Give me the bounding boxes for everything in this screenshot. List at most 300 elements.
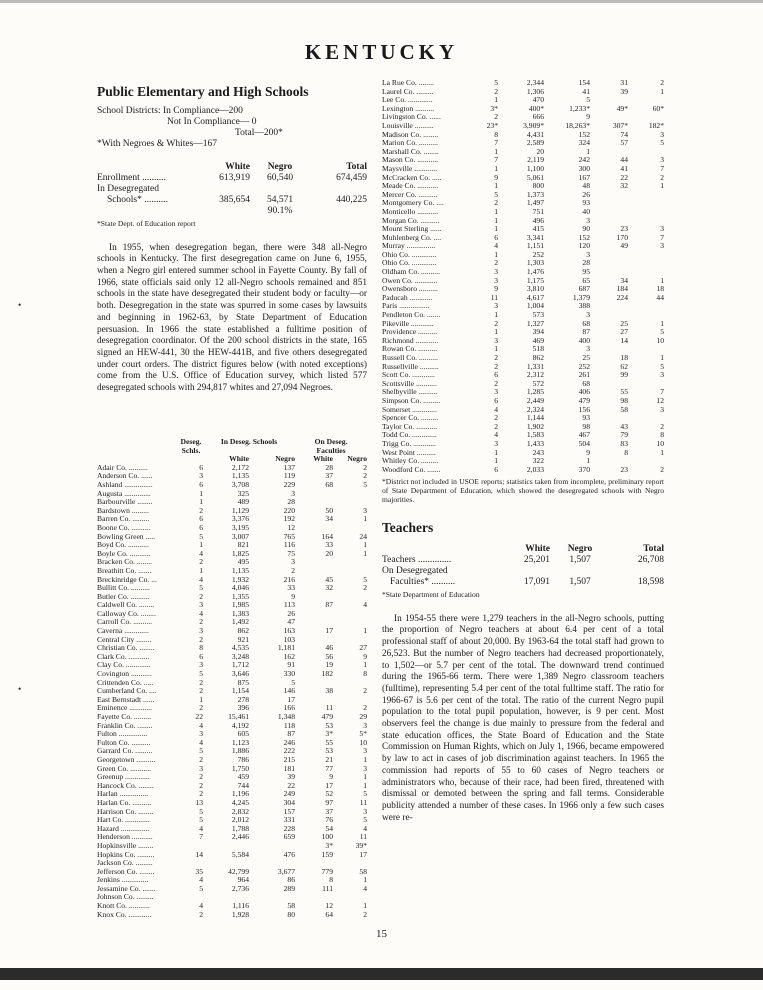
table-cell: 3 [494,276,498,285]
table-cell: 5 [660,139,664,148]
table-cell: 1,004 [526,302,544,311]
table-cell: 3 [586,311,590,320]
table-cell: 2 [494,414,498,423]
table-cell [590,268,628,277]
table-cell: 22 [195,713,203,721]
table-cell [590,148,628,157]
table-row [382,225,664,234]
table-row [97,567,367,576]
table-cell: 3 [363,807,367,816]
table-cell [628,268,664,277]
table-cell: 87 [325,601,333,610]
district-name: Boone Co. .......... [97,523,151,532]
table-cell: 3,909* [523,121,544,130]
table-cell [628,457,664,466]
table-cell: 1,348 [277,713,295,721]
table-row [97,507,367,516]
table-cell: 1,932 [231,575,249,584]
table-cell: 1,144 [526,414,544,423]
district-name: East Bernstadt ...... [97,695,155,704]
table-cell: 1 [363,781,367,790]
district-name: Ashland ............... [97,480,153,489]
table-cell: 4 [494,405,498,414]
compliance-line: School Districts: In Compliance—200 [97,106,243,116]
district-name: Richmond ............ [382,336,439,345]
teachers-table [382,544,664,588]
table-cell [590,345,628,354]
district-name: La Rue Co. ........ [382,79,434,87]
table-cell: 4 [199,824,203,833]
table-cell: 49* [616,104,628,113]
district-name: Meade Co. ........... [382,182,439,191]
table-cell: 17 [287,695,295,704]
table-cell: 6 [199,480,203,489]
table-cell: 49 [620,242,628,251]
table-cell: 33 [287,584,295,593]
table-cell: 2 [363,463,367,472]
district-name: Cumberland Co. .... [97,687,157,696]
district-name: Louisville .......... [382,121,434,130]
table-cell: 5 [363,480,367,489]
table-cell: 18 [620,354,628,362]
table-cell: 1,928 [231,910,249,919]
table-cell: 1 [363,661,367,670]
table-cell [590,311,628,320]
table-cell: 38 [325,687,333,696]
table-cell: 1 [494,207,498,216]
table-row [97,653,367,662]
table-cell: 2 [494,319,498,328]
table-cell: 605 [237,730,249,739]
table-cell: 1 [494,311,498,320]
table-row [382,302,664,311]
table-cell: 765 [283,532,295,541]
table-row [382,285,664,294]
district-name: Marion Co. .......... [382,139,438,148]
compliance-line: Total—200* [235,128,283,138]
table-row: In Desegregated [97,184,159,194]
table-cell: 1,233* [569,104,590,113]
table-cell: 8 [624,448,628,457]
district-name: Bracken Co. ........ [97,558,153,567]
table-row [97,515,367,524]
table-cell: 58 [620,405,628,414]
table-cell: 1,331 [526,362,544,371]
table-cell: 19 [325,661,333,670]
table-cell: 8 [363,670,367,679]
table-cell: 28 [325,463,333,472]
table-row [382,414,664,423]
table-row [97,584,367,593]
district-name: Woodford Co. ....... [382,465,441,474]
table-cell: 2 [494,259,498,268]
table-cell: 44 [656,293,664,302]
table-row [382,440,664,449]
table-cell: 1 [494,328,498,337]
district-name: Spencer Co. ......... [382,414,439,423]
district-name: Henderson ........... [97,833,153,842]
table-cell: 5 [199,670,203,679]
district-name: Todd Co. ............. [382,431,437,440]
table-cell: 3* [490,104,498,113]
enrollment-table [97,162,367,217]
table-cell: 3 [494,268,498,277]
table-cell [203,859,249,868]
table-cell: 26 [287,609,295,618]
table-row [97,533,367,542]
district-name: Simpson Co. ......... [382,396,441,405]
table-cell: 289 [283,884,295,893]
table-cell [590,208,628,217]
table-row [97,747,367,756]
table-cell: 64 [325,910,333,919]
table-row: Schools* .......... 385,654 54,571 440,225 [107,195,367,205]
district-name: Pendleton Co. ....... [382,311,441,320]
table-row [97,739,367,748]
table-cell: 1,379 [572,293,590,302]
table-cell: 2,033 [526,465,544,474]
table-cell: 2 [199,506,203,515]
table-cell: 3* [325,841,333,850]
table-cell: 7 [660,233,664,242]
table-row [382,131,664,140]
table-cell: 330 [283,670,295,679]
table-cell: 1,583 [526,431,544,440]
table-cell: 5 [291,678,295,687]
table-cell: 300 [578,164,590,173]
table-cell: 496 [532,216,544,225]
table-cell [333,893,367,902]
district-name: Garrard Co. ......... [97,747,153,756]
table-cell: 252 [578,362,590,371]
table-cell: 3,248 [231,652,249,661]
table-cell: 29 [359,713,367,721]
table-row [97,550,367,559]
table-cell: 2,324 [526,405,544,414]
table-cell: 249 [283,790,295,799]
table-cell: 1 [199,695,203,704]
table-cell: 1 [494,96,498,105]
table-cell: 1,476 [526,268,544,277]
table-cell [295,490,333,499]
table-cell: 862 [237,627,249,636]
table-cell: 6 [494,233,498,242]
district-name: Bardstown ......... [97,506,149,515]
table-cell [628,96,664,105]
table-cell: 1,306 [526,87,544,96]
table-cell: 2 [199,781,203,790]
table-row [97,730,367,739]
table-row [97,859,367,868]
table-cell: 324 [578,139,590,148]
table-cell: 2 [494,422,498,431]
table-cell: 167 [578,173,590,182]
table-cell [590,457,628,466]
table-cell [295,893,333,902]
table-cell: 5 [199,884,203,893]
district-name: Covington ........... [97,670,152,679]
table-cell: 1,175 [526,276,544,285]
table-row [97,696,367,705]
table-cell: 3 [199,730,203,739]
table-cell: 3 [660,156,664,165]
table-row [382,466,664,475]
table-cell: 215 [283,755,295,764]
table-cell: 325 [237,489,249,498]
table-row [97,490,367,499]
table-cell [333,498,367,507]
table-cell: 170 [616,233,628,242]
table-cell: 103 [283,635,295,644]
table-cell: 1 [199,541,203,550]
table-cell: 3,007 [231,532,249,541]
table-cell: 1,985 [231,601,249,610]
table-cell: 252 [532,250,544,259]
table-cell: 47 [287,618,295,627]
table-cell [179,842,203,851]
table-cell [333,859,367,868]
table-cell: 3,646 [231,670,249,679]
table-cell: 1 [363,902,367,911]
table-cell: 5 [660,328,664,337]
table-cell: 1,135 [231,566,249,575]
table-cell [590,191,628,200]
table-cell: 659 [283,833,295,842]
district-name: Somerset ............. [382,405,437,414]
county-table-left [97,438,367,919]
table-row [97,790,367,799]
table-cell: 1 [363,627,367,636]
table-cell: 3 [660,405,664,414]
table-cell: 5 [363,575,367,584]
district-name: Clark Co. ........... [97,652,150,661]
district-name: Shelbyville .......... [382,388,438,397]
district-name: Boyle Co. ........... [97,549,151,558]
table-cell: 11 [359,798,367,807]
table-row [382,345,664,354]
district-name: Monticello ........... [382,207,439,216]
table-cell: 55 [325,738,333,747]
district-name: Scottsville ........... [382,379,437,388]
table-cell: 1,116 [232,902,249,911]
table-cell: 1 [660,354,664,362]
table-cell: 6 [494,465,498,474]
district-name: Caldwell Co. ........ [97,601,155,610]
table-cell [628,345,664,354]
district-name: Lee Co. ............. [382,96,433,105]
table-cell: 68 [582,379,590,388]
table-cell: 23* [486,121,498,130]
table-cell: 7 [660,164,664,173]
district-name: Georgetown .......... [97,755,156,764]
table-cell: 1 [363,876,367,885]
table-cell: 3* [325,730,333,739]
district-name: Pikeville ............ [382,319,434,328]
table-cell: 4,046 [231,584,249,593]
table-row: Teachers .............. 25,201 1,507 26,708 [382,555,664,566]
table-cell: 5 [494,79,498,87]
table-cell: 3 [586,250,590,259]
table-cell: 27 [359,644,367,653]
top-rule [0,0,763,3]
table-cell: 2 [363,687,367,696]
table-row [382,88,664,97]
table-cell: 39* [355,841,367,850]
table-row [97,825,367,834]
table-row [97,799,367,808]
table-row [97,679,367,688]
table-row [382,337,664,346]
table-cell: 3 [363,764,367,773]
district-name: Muhlenberg Co. .... [382,233,442,242]
district-name: Barren Co. ......... [97,515,150,524]
table-cell: 4,245 [231,798,249,807]
table-cell: 166 [283,704,295,713]
table-cell: 24 [359,532,367,541]
table-cell: 3,708 [231,480,249,489]
table-cell [333,567,367,576]
table-cell: 304 [283,798,295,807]
table-row [382,294,664,303]
table-cell: 1,181 [277,644,295,653]
table-cell: 3 [363,506,367,515]
table-cell: 48 [582,182,590,191]
table-row [97,911,367,920]
table-cell [628,380,664,389]
table-cell: 35 [195,867,203,876]
table-row [97,618,367,627]
table-row [97,627,367,636]
table-cell: 2 [660,79,664,87]
table-cell: 1 [660,448,664,457]
table-row [97,541,367,550]
table-row [382,208,664,217]
county-rows [382,79,664,474]
district-name: Russellville .......... [382,362,439,371]
district-name: Jefferson Co. ........ [97,867,155,876]
table-cell: 3 [199,601,203,610]
table-cell: 687 [578,285,590,294]
table-row [97,670,367,679]
table-cell: 1 [363,549,367,558]
table-cell: 786 [237,755,249,764]
table-cell: 467 [578,431,590,440]
table-cell: 6 [199,463,203,472]
table-cell: 406 [578,388,590,397]
table-cell: 3 [291,558,295,567]
table-cell: 1,383 [231,609,249,618]
district-name: Marshall Co. ........ [382,147,439,156]
table-cell: 43 [620,422,628,431]
table-cell: 119 [283,472,295,481]
table-cell [295,679,333,688]
table-cell: 2 [199,678,203,687]
table-cell: 4 [363,884,367,893]
table-row [97,576,367,585]
district-name: West Point .......... [382,448,436,457]
table-cell: 34 [620,276,628,285]
table-cell: 58 [359,867,367,876]
table-row [97,704,367,713]
teachers-heading: Teachers [382,520,434,536]
table-row [382,449,664,458]
table-row [382,277,664,286]
table-cell: 9 [586,113,590,122]
county-footnote: *District not included in USOE reports; statistics taken from incomplete, preliminary report of State Department of Education, which showed the desegregated schools with Negro majorities. [382,477,664,504]
district-name: Ohio Co. ............. [382,259,437,268]
table-cell: 46 [325,644,333,653]
table-cell: 86 [287,876,295,885]
table-cell: 25 [582,354,590,362]
table-cell: 14 [195,850,203,859]
table-cell: 3,810 [526,285,544,294]
table-cell: 370 [578,465,590,474]
table-cell: 3 [660,130,664,139]
table-cell: 1 [199,566,203,575]
table-cell: 25 [620,319,628,328]
footnote: *State Dept. of Education report [97,219,196,228]
table-cell: 2,172 [231,463,249,472]
district-name: Providence .......... [382,328,438,337]
table-cell: 1,154 [231,687,249,696]
table-header: White Negro Total [225,162,367,172]
table-cell: 22 [287,781,295,790]
table-cell: 42,799 [228,867,249,876]
table-cell: 1,100 [526,164,544,173]
table-row [382,182,664,191]
table-cell: 5* [359,730,367,739]
compliance-line: *With Negroes & Whites—167 [97,139,218,149]
table-cell: 182* [648,121,664,130]
table-cell: 2 [199,910,203,919]
table-cell: 2 [660,422,664,431]
table-cell: 2 [494,87,498,96]
table-cell [333,593,367,602]
table-cell: 5 [199,807,203,816]
table-cell: 77 [325,764,333,773]
table-cell: 3 [660,371,664,380]
table-cell: 278 [237,695,249,704]
table-cell: 87 [582,328,590,337]
table-cell: 100 [321,833,333,842]
table-cell: 3,376 [231,515,249,524]
district-name: Central City ........ [97,635,152,644]
district-name: Calloway Co. ........ [97,609,156,618]
table-cell: 93 [582,199,590,208]
table-cell: 5 [199,816,203,825]
table-cell: 1,373 [526,190,544,199]
table-cell [628,217,664,226]
table-cell: 3 [199,764,203,773]
district-name: Knox Co. ............ [97,910,152,919]
table-cell: 45 [325,575,333,584]
table-cell [179,859,203,868]
table-cell: 2,449 [526,396,544,405]
table-cell: 1,712 [231,661,249,670]
page-number: 15 [376,928,387,940]
table-row [382,431,664,440]
table-cell: 1 [494,225,498,234]
table-row [382,371,664,380]
right-column [382,79,664,824]
table-cell: 12 [325,902,333,911]
table-cell: 7 [199,833,203,842]
table-header: White Negro Total [525,544,664,555]
table-cell [628,148,664,157]
table-cell: 1 [199,498,203,507]
table-cell: 2,012 [231,816,249,825]
table-cell: 1,135 [231,472,249,481]
